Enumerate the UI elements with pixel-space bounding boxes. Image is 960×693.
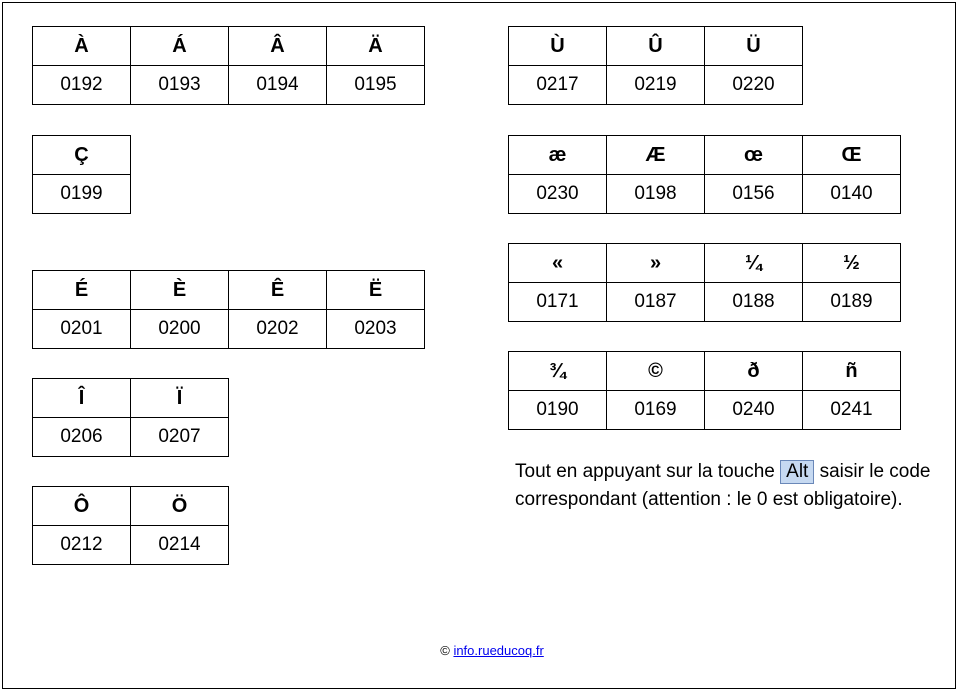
code-row (33, 310, 425, 349)
code-row (509, 391, 901, 430)
char-cell: Î (33, 379, 131, 418)
table-c-cedilla (32, 135, 131, 214)
char-row (33, 379, 229, 418)
code-cell: 0194 (229, 66, 327, 105)
instructions-text (515, 458, 935, 514)
char-row (33, 271, 425, 310)
code-cell: 0199 (33, 175, 131, 214)
char-cell: Ô (33, 487, 131, 526)
char-row (509, 136, 901, 175)
code-cell: 0169 (607, 391, 705, 430)
code-cell: 0207 (131, 418, 229, 457)
char-cell: Œ (803, 136, 901, 175)
char-row (33, 487, 229, 526)
code-cell: 0219 (607, 66, 705, 105)
char-cell: Û (607, 27, 705, 66)
code-row (33, 66, 425, 105)
code-cell: 0212 (33, 526, 131, 565)
code-cell: 0198 (607, 175, 705, 214)
char-cell: » (607, 244, 705, 283)
char-cell: È (131, 271, 229, 310)
code-row (509, 283, 901, 322)
code-cell: 0241 (803, 391, 901, 430)
char-cell: ñ (803, 352, 901, 391)
char-cell: œ (705, 136, 803, 175)
code-cell: 0202 (229, 310, 327, 349)
code-cell: 0192 (33, 66, 131, 105)
char-cell: ½ (803, 244, 901, 283)
code-cell: 0220 (705, 66, 803, 105)
table-u-accents (508, 26, 803, 105)
code-cell: 0201 (33, 310, 131, 349)
copyright-symbol: © (440, 643, 450, 658)
char-cell: Ê (229, 271, 327, 310)
char-cell: ¼ (705, 244, 803, 283)
char-cell: « (509, 244, 607, 283)
code-row (33, 175, 131, 214)
code-cell: 0190 (509, 391, 607, 430)
footer (0, 643, 960, 658)
code-cell: 0206 (33, 418, 131, 457)
code-cell: 0195 (327, 66, 425, 105)
char-cell: Á (131, 27, 229, 66)
table-e-accents (32, 270, 425, 349)
char-cell: À (33, 27, 131, 66)
code-cell: 0156 (705, 175, 803, 214)
instructions-after: saisir le code correspondant (attention : le 0 est obligatoire). (515, 461, 931, 510)
table-o-accents (32, 486, 229, 565)
code-cell: 0200 (131, 310, 229, 349)
char-row (509, 352, 901, 391)
char-cell: Ï (131, 379, 229, 418)
char-row (33, 27, 425, 66)
code-cell: 0193 (131, 66, 229, 105)
char-cell: Â (229, 27, 327, 66)
char-cell: É (33, 271, 131, 310)
char-cell: Ö (131, 487, 229, 526)
code-row (33, 526, 229, 565)
char-cell: æ (509, 136, 607, 175)
code-cell: 0171 (509, 283, 607, 322)
char-cell: ð (705, 352, 803, 391)
table-ligatures (508, 135, 901, 214)
char-cell: ¾ (509, 352, 607, 391)
table-punct-fractions (508, 243, 901, 322)
code-cell: 0214 (131, 526, 229, 565)
code-cell: 0188 (705, 283, 803, 322)
table-i-accents (32, 378, 229, 457)
code-cell: 0203 (327, 310, 425, 349)
char-cell: Ä (327, 27, 425, 66)
char-row (509, 244, 901, 283)
char-row (33, 136, 131, 175)
char-cell: Æ (607, 136, 705, 175)
char-cell: © (607, 352, 705, 391)
char-cell: Ë (327, 271, 425, 310)
code-cell: 0187 (607, 283, 705, 322)
code-row (33, 418, 229, 457)
instructions-before: Tout en appuyant sur la touche (515, 461, 781, 482)
code-cell: 0240 (705, 391, 803, 430)
code-row (509, 66, 803, 105)
code-cell: 0217 (509, 66, 607, 105)
table-misc (508, 351, 901, 430)
code-cell: 0189 (803, 283, 901, 322)
char-cell: Ç (33, 136, 131, 175)
code-cell: 0140 (803, 175, 901, 214)
char-cell: Ü (705, 27, 803, 66)
table-a-accents (32, 26, 425, 105)
code-row (509, 175, 901, 214)
code-cell: 0230 (509, 175, 607, 214)
char-cell: Ù (509, 27, 607, 66)
char-row (509, 27, 803, 66)
footer-link[interactable]: info.rueducoq.fr (453, 643, 544, 658)
alt-key-highlight: Alt (780, 460, 814, 484)
